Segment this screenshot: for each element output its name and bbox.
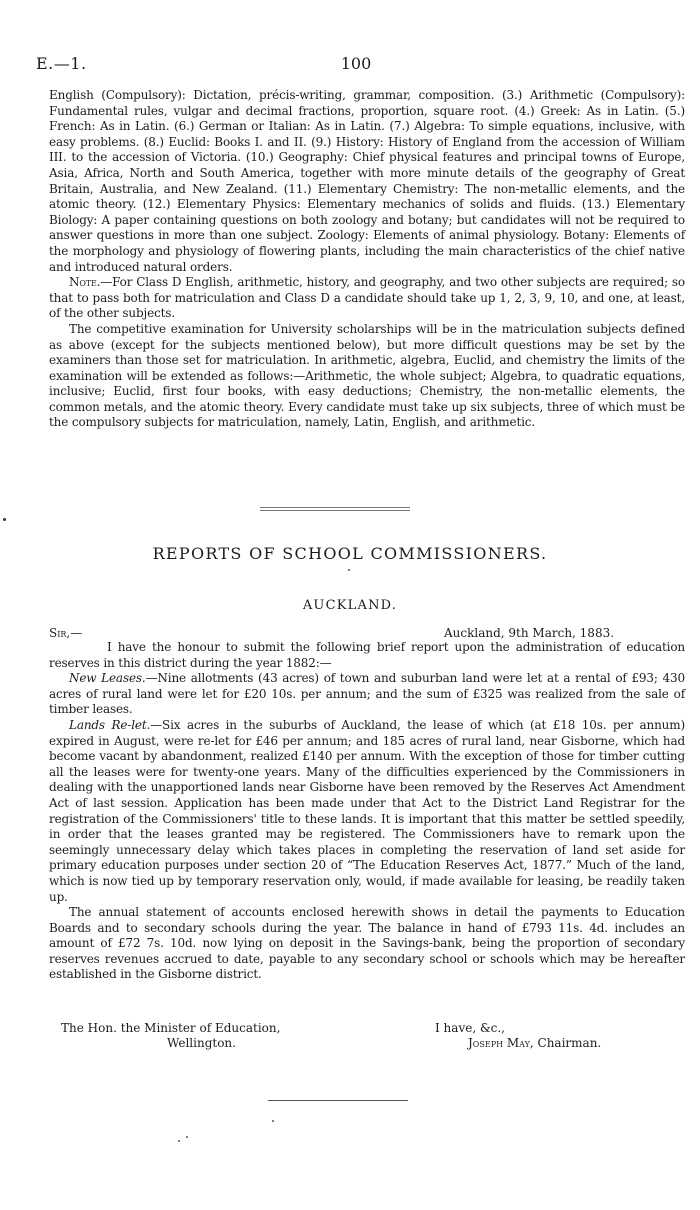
syllabus-section bbox=[49, 88, 685, 431]
relet-paragraph bbox=[49, 718, 685, 905]
page-header bbox=[36, 54, 676, 78]
section-divider bbox=[260, 507, 410, 508]
margin-mark bbox=[3, 518, 6, 521]
syllabus-paragraph: English (Compulsory): Dictation, précis-writing, grammar, composition. (3.) Arithmetic (Compulsory): Fundamental rules, vulgar and decimal fractions, proportion, square root. (4.) Greek: As in Latin. (5.) French: As in Latin. (6.) German or Italian: As in Latin. (7.) Algebra: To simple equations, inclusive, with easy problems. (8.) Euclid: Books I. and II. (9.) History: History of England from the accession of William III. to the accession of Victoria. (10.) Geography: Chief physical features and principal towns of Europe, Asia, Africa, North and South America, together with more minute details of the geography of Great Britain, Australia, and New Zealand. (11.) Elementary Chemistry: The non-metallic elements, and the atomic theory. (12.) Elementary Physics: Elementary mechanics of solids and fluids. (13.) Elementary Biology: A paper containing questions on both zoology and botany; but candidates will not be required to answer questions in more than one subject. Zoology: Elements of animal physiology. Botany: Elements of the morphology and physiology of flowering plants, including the main characteristics of the chief native and introduced natural orders. bbox=[49, 88, 685, 274]
note-paragraph bbox=[49, 275, 685, 322]
salutation: Sir,— bbox=[49, 626, 83, 640]
accounts-paragraph: The annual statement of accounts enclosed herewith shows in detail the payments to Education Boards and to secondary schools during the year. The balance in hand of £793 11s. 4d. includes an amount of £72 7s. 10d. now lying on deposit in the Savings-bank, being the proportion of secondary reserves revenues accrued to date, payable to any secondary school or schools which may be hereafter established in the Gisborne district. bbox=[49, 905, 685, 982]
print-speck bbox=[272, 1120, 274, 1122]
letter-date: Auckland, 9th March, 1883. bbox=[444, 626, 615, 640]
addressee-city: Wellington. bbox=[167, 1036, 236, 1050]
new-leases-paragraph bbox=[49, 671, 685, 718]
signatory-title: , Chairman. bbox=[529, 1036, 602, 1050]
addressee: The Hon. the Minister of Education, bbox=[61, 1021, 281, 1035]
print-speck bbox=[178, 1140, 180, 1142]
document-reference: E.—1. bbox=[36, 54, 87, 73]
new-leases-label: New Leases. bbox=[69, 671, 146, 686]
signature bbox=[468, 1036, 601, 1050]
report-body bbox=[49, 640, 685, 983]
intro-paragraph: I have the honour to submit the following brief report upon the administration of education reserves in this district during the year 1882:— bbox=[49, 640, 685, 670]
new-leases-text: —Nine allotments (43 acres) of town and suburban land were let at a rental of £93; 430 acres of rural land were let for £20 10s. per annum; and the sum of £325 was realized from the sale of timber leases. bbox=[49, 671, 685, 717]
closing: I have, &c., bbox=[435, 1021, 505, 1035]
relet-text: —Six acres in the suburbs of Auckland, the lease of which (at £18 10s. per annum) expired in August, were re-let for £46 per annum; and 185 acres of rural land, near Gisborne, which had become vacant by abandonment, realized £140 per annum. With the exception of those for timber cutting all the leases were for twenty-one years. Many of the difficulties experienced by the Commissioners in dealing with the unapportioned lands near Gisborne have been removed by the Reserves Act Amendment Act of last session. Application has been made under that Act to the District Land Registrar for the registration of the Commissioners' title to these lands. It is important that this matter be settled speedily, in order that the leases granted may be registered. The Commissioners have to remark upon the seemingly unnecessary delay which takes places in completing the reservation of land set aside for primary education purposes under section 20 of “The Education Reserves Act, 1877.” Much of the land, which is now tied up by temporary reservation only, would, if made available for leasing, be readily taken up. bbox=[49, 717, 686, 904]
report-title: REPORTS OF SCHOOL COMMISSIONERS. bbox=[152, 544, 548, 563]
end-rule bbox=[268, 1100, 408, 1101]
page-number: 100 bbox=[340, 54, 372, 73]
signature-block bbox=[49, 1021, 685, 1037]
print-speck bbox=[348, 569, 350, 571]
relet-label: Lands Re-let. bbox=[69, 717, 151, 732]
report-city-heading: AUCKLAND. bbox=[302, 598, 398, 613]
signature-block-2 bbox=[49, 1036, 685, 1052]
note-text: —For Class D English, arithmetic, history, and geography, and two other subjects are required; so that to pass both for matriculation and Class D a candidate should take up 1, 2, 3, 9, 10, and one, at least, of the other subjects. bbox=[49, 275, 685, 321]
note-label: Note. bbox=[69, 275, 101, 290]
scholarship-paragraph: The competitive examination for University scholarships will be in the matriculation subjects defined as above (except for the subjects mentioned below), but more difficult questions may be set by the examiners than those set for matriculation. In arithmetic, algebra, Euclid, and chemistry the limits of the examination will be extended as follows:—Arithmetic, the whole subject; Algebra, to quadratic equations, inclusive; Euclid, first four books, with easy deductions; Chemistry, the non-metallic elements, the common metals, and the atomic theory. Every candidate must take up six subjects, three of which must be the compulsory subjects for matriculation, namely, Latin, English, and arithmetic. bbox=[49, 321, 685, 430]
print-speck bbox=[186, 1136, 188, 1138]
signatory-name: Joseph May bbox=[468, 1036, 530, 1050]
